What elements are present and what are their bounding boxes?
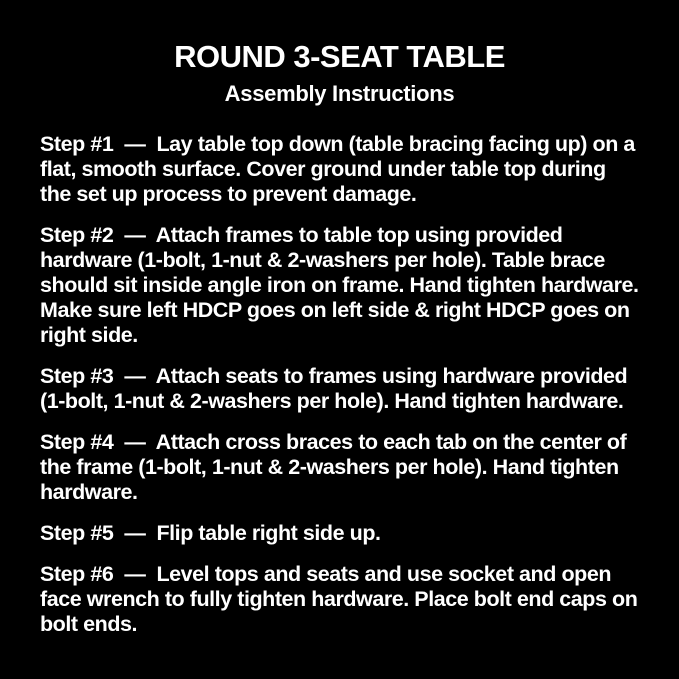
page-title: ROUND 3-SEAT TABLE: [174, 39, 505, 74]
step-1-text: Step #1 — Lay table top down (table bracing facing up) on a flat, smooth surface. Cover ground under table top during the set up process to prevent damage.: [40, 132, 641, 206]
step-2-text: Step #2 — Attach frames to table top using provided hardware (1-bolt, 1-nut & 2-washers per hole). Table brace should sit inside angle iron on frame. Hand tighten hardware. Make sure left HDCP goes on left side & right HDCP goes on right side.: [40, 223, 645, 347]
step-3-text: Step #3 — Attach seats to frames using hardware provided (1-bolt, 1-nut & 2-washers per hole). Hand tighten hardware.: [40, 364, 633, 413]
steps-list: [40, 132, 645, 637]
step-4-text: Step #4 — Attach cross braces to each tab on the center of the frame (1-bolt, 1-nut & 2-washers per hole). Hand tighten hardware.: [40, 430, 632, 504]
step-5-text: Step #5 — Flip table right side up.: [40, 521, 381, 545]
page-subtitle: Assembly Instructions: [224, 81, 455, 106]
poster-header: [40, 40, 639, 107]
step-6-text: Step #6 — Level tops and seats and use socket and open face wrench to fully tighten hardware. Place bolt end caps on bolt ends.: [40, 562, 643, 636]
